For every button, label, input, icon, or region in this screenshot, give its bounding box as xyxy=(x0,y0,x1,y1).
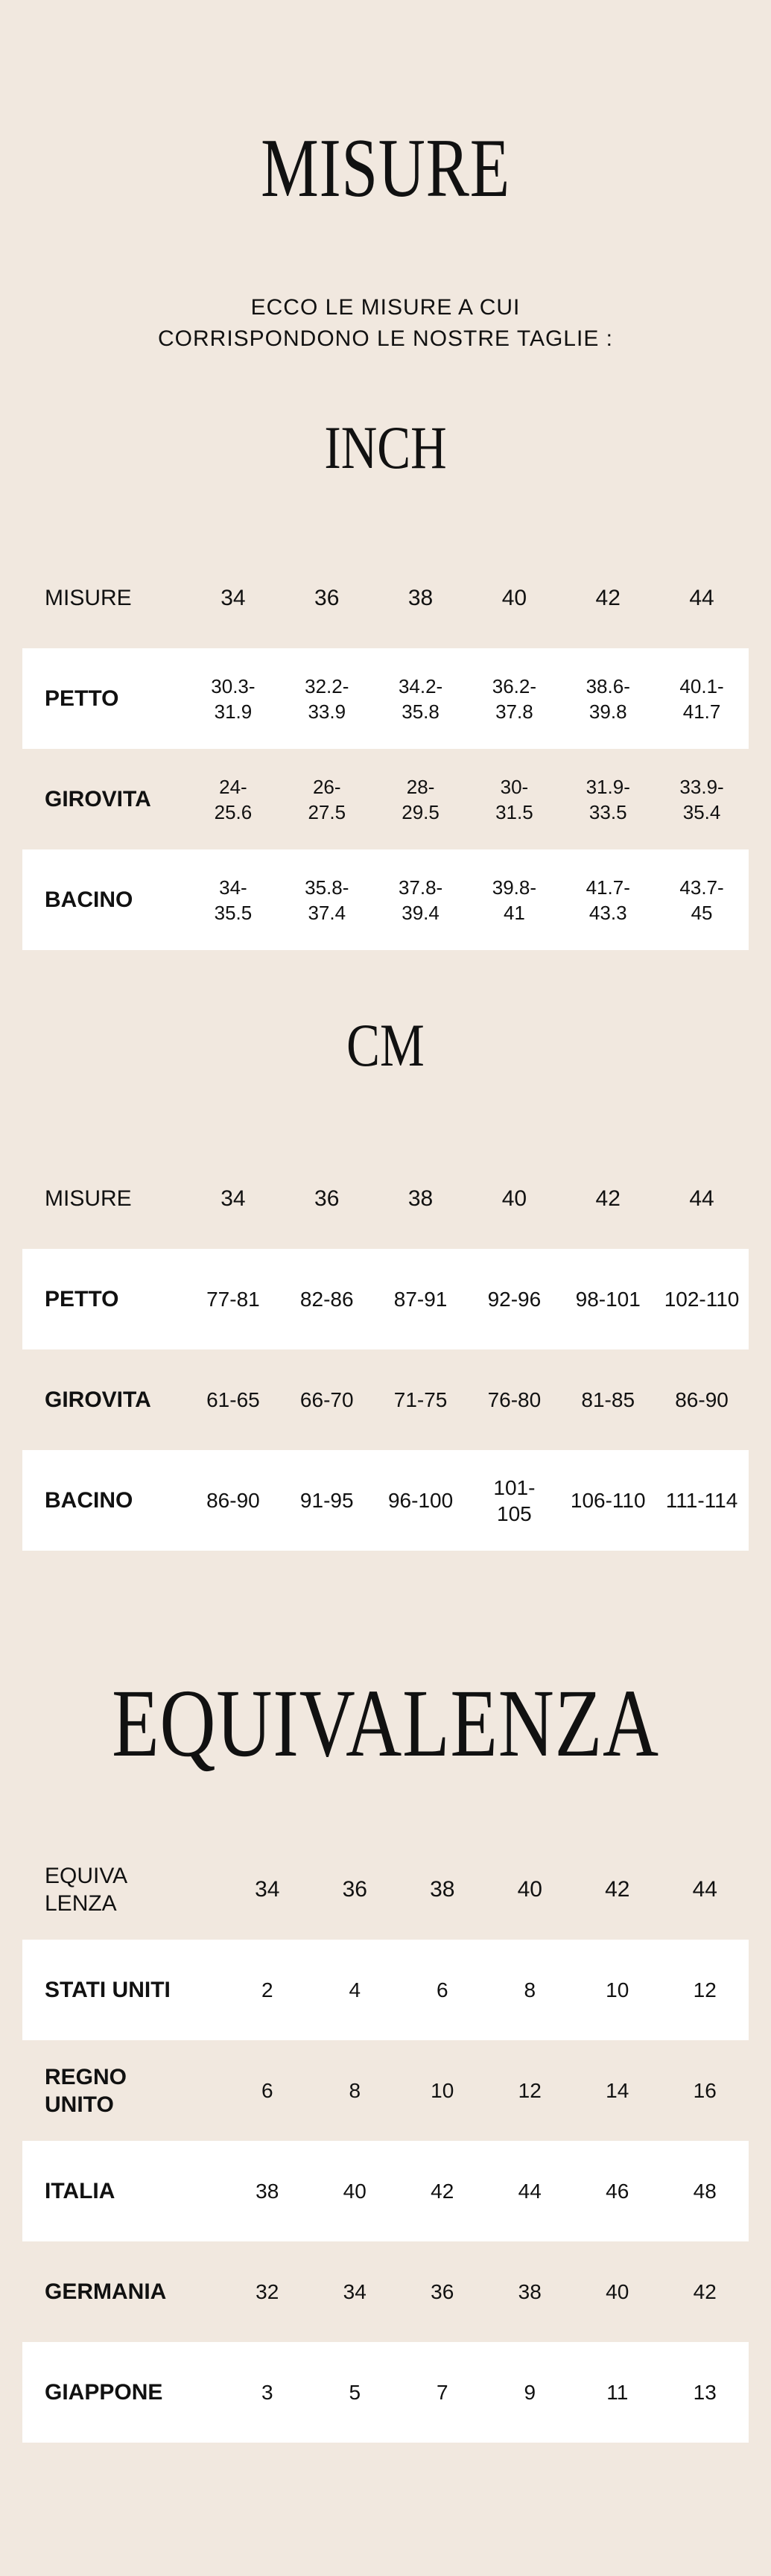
row-label: ITALIA xyxy=(45,2179,115,2203)
inch-section-title: INCH xyxy=(324,414,447,481)
value-cell: 24- 25.6 xyxy=(214,775,253,823)
page-title: MISURE xyxy=(261,122,510,215)
subtitle-line-2: CORRISPONDONO LE NOSTRE TAGLIE : xyxy=(158,326,613,351)
value-cell: 12 xyxy=(693,1978,717,2001)
value-cell: 30.3- 31.9 xyxy=(211,674,256,723)
equivalence-table xyxy=(22,1839,749,2443)
value-cell: 38 xyxy=(256,2180,279,2203)
value-cell: 42 xyxy=(693,2280,717,2303)
value-cell: 86-90 xyxy=(206,1489,260,1512)
table-header-row xyxy=(22,548,749,648)
value-cell: 7 xyxy=(436,2381,448,2404)
size-header-cell: 38 xyxy=(430,1877,455,1902)
row-label: GERMANIA xyxy=(45,2279,167,2304)
value-cell: 10 xyxy=(431,2079,454,2102)
value-cell: 33.9- 35.4 xyxy=(679,775,724,823)
row-label: REGNO UNITO xyxy=(45,2064,127,2117)
value-cell: 30- 31.5 xyxy=(495,775,533,823)
equivalence-section-title: EQUIVALENZA xyxy=(112,1670,659,1777)
size-header-cell: 36 xyxy=(342,1877,367,1902)
value-cell: 66-70 xyxy=(299,1388,354,1411)
value-cell: 37.8- 39.4 xyxy=(398,876,443,924)
value-cell: 81-85 xyxy=(581,1388,635,1411)
value-cell: 86-90 xyxy=(675,1388,729,1411)
value-cell: 16 xyxy=(693,2079,717,2102)
subtitle-line-1: ECCO LE MISURE A CUI xyxy=(250,295,521,320)
table-row xyxy=(22,1450,749,1551)
value-cell: 31.9- 33.5 xyxy=(586,775,630,823)
value-cell: 40 xyxy=(343,2180,367,2203)
cm-size-table xyxy=(22,1148,749,1551)
value-cell: 87-91 xyxy=(393,1288,448,1311)
value-cell: 10 xyxy=(606,1978,629,2001)
value-cell: 77-81 xyxy=(206,1288,260,1311)
cm-section-title: CM xyxy=(346,1011,425,1079)
size-header-cell: 38 xyxy=(407,1186,434,1211)
header-label: MISURE xyxy=(45,586,132,610)
value-cell: 11 xyxy=(606,2381,629,2404)
value-cell: 32 xyxy=(256,2280,279,2303)
value-cell: 96-100 xyxy=(387,1489,454,1512)
value-cell: 28- 29.5 xyxy=(402,775,440,823)
size-header-cell: 42 xyxy=(595,1186,621,1211)
row-label: PETTO xyxy=(45,1287,119,1311)
table-row xyxy=(22,1940,749,2040)
row-label: BACINO xyxy=(45,1488,133,1513)
page-subtitle xyxy=(0,292,771,355)
value-cell: 2 xyxy=(261,1978,273,2001)
table-header-row xyxy=(22,1148,749,1249)
table-row xyxy=(22,2342,749,2443)
row-label: GIROVITA xyxy=(45,787,151,811)
size-header-cell: 36 xyxy=(314,585,340,610)
table-row xyxy=(22,2040,749,2141)
value-cell: 4 xyxy=(349,1978,361,2001)
value-cell: 40.1- 41.7 xyxy=(679,674,724,723)
value-cell: 5 xyxy=(349,2381,361,2404)
value-cell: 13 xyxy=(693,2381,717,2404)
table-row xyxy=(22,2241,749,2342)
table-row xyxy=(22,1249,749,1349)
size-header-cell: 40 xyxy=(501,585,527,610)
value-cell: 44 xyxy=(518,2180,542,2203)
size-header-cell: 40 xyxy=(501,1186,527,1211)
size-header-cell: 44 xyxy=(689,1186,714,1211)
value-cell: 42 xyxy=(431,2180,454,2203)
value-cell: 34.2- 35.8 xyxy=(398,674,443,723)
value-cell: 14 xyxy=(606,2079,629,2102)
size-header-cell: 44 xyxy=(689,585,714,610)
table-header-row xyxy=(22,1839,749,1940)
size-header-cell: 34 xyxy=(220,1186,246,1211)
header-label: EQUIVA LENZA xyxy=(45,1863,128,1916)
value-cell: 91-95 xyxy=(299,1489,354,1512)
table-row xyxy=(22,849,749,950)
value-cell: 8 xyxy=(524,1978,536,2001)
value-cell: 102-110 xyxy=(664,1288,740,1311)
value-cell: 8 xyxy=(349,2079,361,2102)
value-cell: 43.7- 45 xyxy=(679,876,724,924)
size-header-cell: 34 xyxy=(220,585,246,610)
size-header-cell: 34 xyxy=(255,1877,280,1902)
value-cell: 71-75 xyxy=(393,1388,448,1411)
value-cell: 39.8- 41 xyxy=(492,876,537,924)
size-header-cell: 44 xyxy=(692,1877,717,1902)
row-label: GIROVITA xyxy=(45,1387,151,1412)
row-label: GIAPPONE xyxy=(45,2380,163,2405)
size-header-cell: 38 xyxy=(407,585,434,610)
table-row xyxy=(22,1349,749,1450)
value-cell: 40 xyxy=(606,2280,629,2303)
value-cell: 26- 27.5 xyxy=(308,775,346,823)
value-cell: 38.6- 39.8 xyxy=(586,674,630,723)
value-cell: 34 xyxy=(343,2280,367,2303)
row-label: STATI UNITI xyxy=(45,1978,171,2002)
table-row xyxy=(22,2141,749,2241)
inch-size-table xyxy=(22,548,749,950)
value-cell: 12 xyxy=(518,2079,542,2102)
value-cell: 101- 105 xyxy=(493,1475,536,1525)
value-cell: 41.7- 43.3 xyxy=(586,876,630,924)
value-cell: 82-86 xyxy=(299,1288,354,1311)
value-cell: 111-114 xyxy=(665,1489,738,1512)
value-cell: 38 xyxy=(518,2280,542,2303)
table-row xyxy=(22,648,749,749)
table-row xyxy=(22,749,749,849)
value-cell: 92-96 xyxy=(487,1288,542,1311)
value-cell: 36.2- 37.8 xyxy=(492,674,537,723)
value-cell: 98-101 xyxy=(575,1288,641,1311)
value-cell: 3 xyxy=(261,2381,273,2404)
size-header-cell: 42 xyxy=(595,585,621,610)
value-cell: 106-110 xyxy=(570,1489,646,1512)
value-cell: 6 xyxy=(436,1978,448,2001)
value-cell: 61-65 xyxy=(206,1388,260,1411)
value-cell: 6 xyxy=(261,2079,273,2102)
value-cell: 35.8- 37.4 xyxy=(305,876,349,924)
value-cell: 9 xyxy=(524,2381,536,2404)
value-cell: 32.2- 33.9 xyxy=(305,674,349,723)
row-label: BACINO xyxy=(45,887,133,912)
size-header-cell: 40 xyxy=(517,1877,542,1902)
value-cell: 34- 35.5 xyxy=(214,876,253,924)
value-cell: 76-80 xyxy=(487,1388,542,1411)
value-cell: 48 xyxy=(693,2180,717,2203)
row-label: PETTO xyxy=(45,686,119,711)
size-header-cell: 42 xyxy=(605,1877,630,1902)
header-label: MISURE xyxy=(45,1186,132,1211)
value-cell: 36 xyxy=(431,2280,454,2303)
size-header-cell: 36 xyxy=(314,1186,340,1211)
value-cell: 46 xyxy=(606,2180,629,2203)
